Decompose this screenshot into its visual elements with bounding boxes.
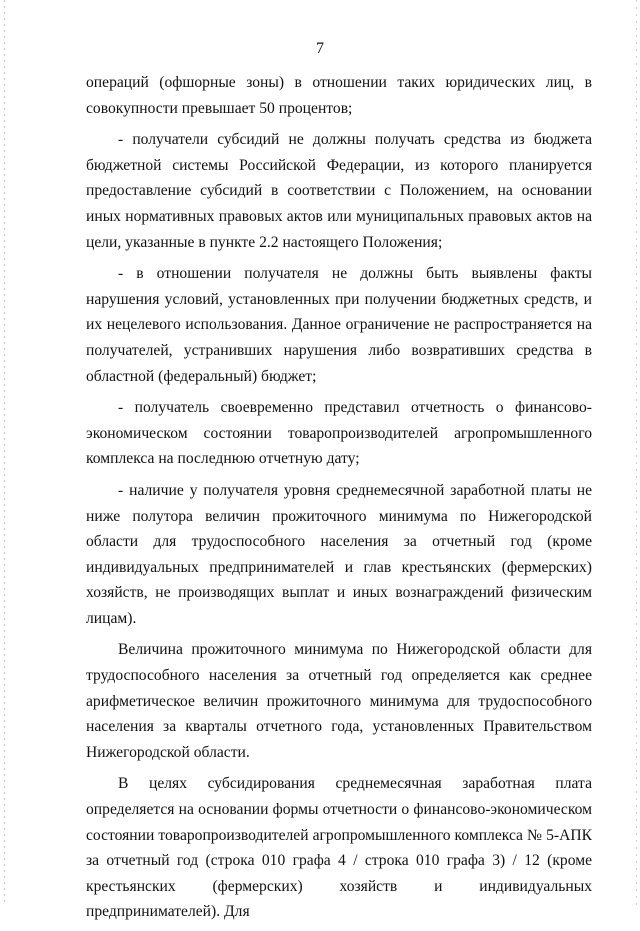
paragraph-salary-level: - наличие у получателя уровня среднемесячной заработной платы не ниже полутора величин прожиточного минимума по Нижегородской области для трудоспособного населения за отчетный год (кроме индивидуальных предпринимателей и глав крестьянских (фермерских) хозяйств, не производящих выплат и иных вознаграждений физическим лицам). xyxy=(86,481,592,627)
paragraph-reporting: - получатель своевременно представил отчетность о финансово-экономическом состоянии товаропроизводителей агропромышленного комплекса на последнюю отчетную дату; xyxy=(86,399,592,468)
scan-edge-right xyxy=(636,0,637,905)
page-number: 7 xyxy=(316,40,324,57)
paragraph-continuation: операций (офшорные зоны) в отношении таких юридических лиц, в совокупности превышает 50 процентов; xyxy=(86,74,592,117)
scan-edge-left xyxy=(4,0,5,905)
paragraph-violations: - в отношении получателя не должны быть выявлены факты нарушения условий, установленных при получении бюджетных средств, и их нецелевого использования. Данное ограничение не распространяется на получателей, устранивших нарушения либо возвративших средства в областной (федеральный) бюджет; xyxy=(86,265,592,385)
paragraph-budget-funds: - получатели субсидий не должны получать средства из бюджета бюджетной системы Российской Федерации, из которого планируется предоставление субсидий в соответствии с Положением, на основании иных нормативных правовых актов или муниципальных правовых актов на цели, указанные в пункте 2.2 настоящего Положения; xyxy=(86,131,592,251)
paragraph-average-salary: В целях субсидирования среднемесячная заработная плата определяется на основании формы отчетности о финансово-экономическом состоянии товаропроизводителей агропромышленного комплекса № 5-АПК за отчетный год (строка 010 графа 4 / строка 010 графа 3) / 12 (кроме крестьянских (фермерских) хозяйств и индивидуальных предпринимателей). Для xyxy=(86,775,592,921)
document-body xyxy=(86,70,592,931)
paragraph-subsistence-minimum: Величина прожиточного минимума по Нижегородской области для трудоспособного населения за отчетный год определяется как среднее арифметическое величин прожиточного минимума для трудоспособного населения за кварталы отчетного года, установленных Правительством Нижегородской области. xyxy=(86,641,592,761)
